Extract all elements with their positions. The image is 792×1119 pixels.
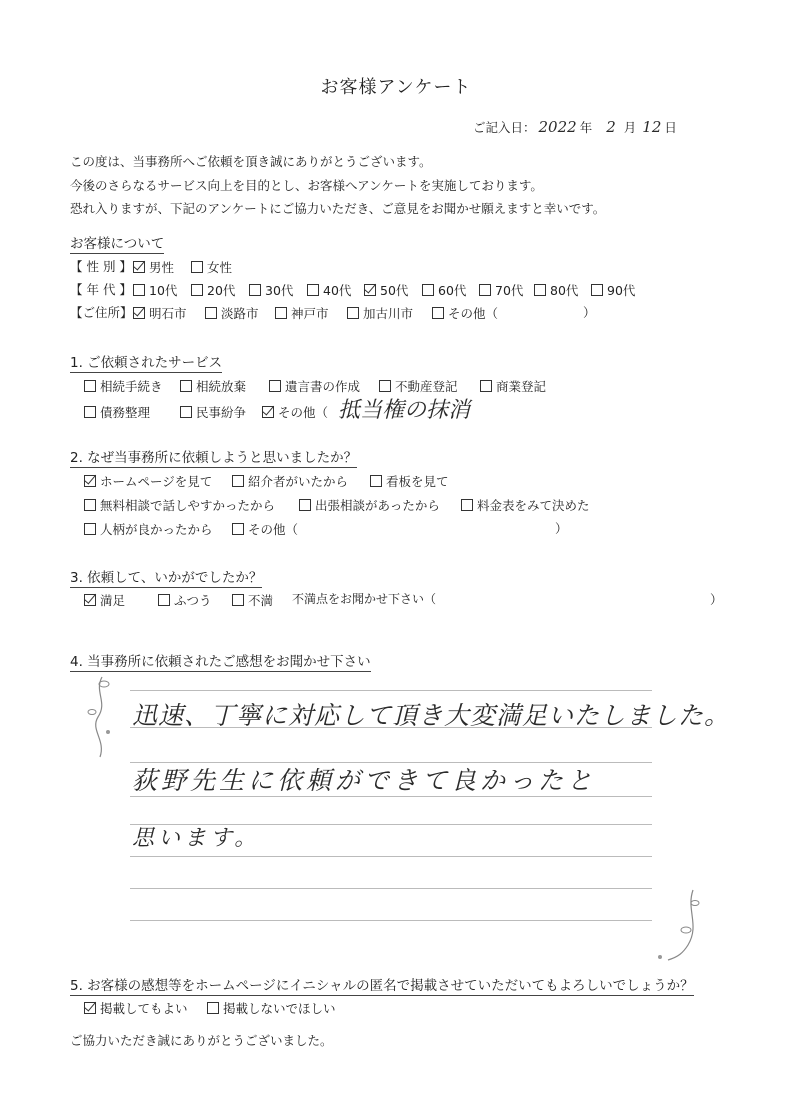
q1-civil-option[interactable]: 民事紛争 — [180, 403, 246, 421]
q3-heading: 3. 依頼して、いかがでしたか？ — [70, 570, 263, 586]
age-60s-option[interactable]: 60代 — [422, 281, 466, 299]
q1-will-option[interactable]: 遺言書の作成 — [269, 377, 360, 395]
address-kakogawa-option[interactable]: 加古川市 — [347, 304, 413, 322]
intro-line-2: 今後のさらなるサービス向上を目的とし、お客様へアンケートを実施しております。 — [70, 178, 543, 193]
q2-referral-option[interactable]: 紹介者がいたから — [232, 472, 348, 490]
age-80s-option[interactable]: 80代 — [534, 281, 578, 299]
gender-male-option[interactable]: 男性 — [133, 258, 174, 276]
answer-rule — [130, 888, 652, 889]
q2-heading: 2. なぜ当事務所に依頼しようと思いましたか？ — [70, 450, 358, 466]
floral-ornament-icon — [80, 672, 120, 762]
gender-female-option[interactable]: 女性 — [191, 258, 232, 276]
age-70s-option[interactable]: 70代 — [479, 281, 523, 299]
answer-rule — [130, 920, 652, 921]
address-akashi-option[interactable]: 明石市 — [133, 304, 187, 322]
q4-answer-line-1: 迅速、丁寧に対応して頂き大変満足いたしました。 — [132, 701, 731, 730]
q3-dissatisfaction-close: ） — [710, 592, 723, 607]
q1-renunciation-option[interactable]: 相続放棄 — [180, 377, 246, 395]
q5-heading: 5. お客様の感想等をホームページにイニシャルの匿名で掲載させていただいてもよろしいでしょうか？ — [70, 978, 694, 994]
address-label: 【ご住所】 — [70, 305, 133, 320]
date-month: 2 — [606, 118, 616, 136]
address-awaji-option[interactable]: 淡路市 — [205, 304, 259, 322]
age-label: 【 年 代 】 — [70, 282, 132, 297]
q2-visit-consult-option[interactable]: 出張相談があったから — [299, 496, 440, 514]
q2-other-option[interactable]: その他（ — [232, 520, 298, 538]
checkbox[interactable] — [191, 261, 203, 273]
q5-allow-option[interactable]: 掲載してもよい — [84, 999, 188, 1017]
q3-dissatisfied-option[interactable]: 不満 — [232, 591, 273, 609]
q1-other-answer: 抵当権の抹消 — [338, 398, 471, 423]
q2-other-close: ） — [555, 521, 568, 536]
answer-rule — [130, 690, 652, 691]
age-20s-option[interactable]: 20代 — [191, 281, 235, 299]
q2-personality-option[interactable]: 人柄が良かったから — [84, 520, 213, 538]
age-90s-option[interactable]: 90代 — [591, 281, 635, 299]
intro-line-3: 恐れ入りますが、下記のアンケートにご協力いただき、ご意見をお聞かせ願えますと幸いです。 — [70, 201, 606, 216]
date-month-unit: 月 — [623, 120, 637, 135]
address-other-close: ） — [583, 305, 596, 320]
q3-satisfied-option[interactable]: 満足 — [84, 591, 125, 609]
q2-homepage-option[interactable]: ホームページを見て — [84, 472, 212, 490]
about-heading: お客様について — [70, 236, 165, 252]
page-title: お客様アンケート — [320, 77, 472, 98]
q5-disallow-option[interactable]: 掲載しないでほしい — [207, 999, 336, 1017]
closing-message: ご協力いただき誠にありがとうございました。 — [70, 1033, 333, 1048]
date-day: 12 — [642, 118, 662, 136]
q3-dissatisfaction-label: 不満点をお聞かせ下さい（ — [292, 592, 437, 606]
age-50s-option[interactable]: 50代 — [364, 281, 408, 299]
q4-heading: 4. 当事務所に依頼されたご感想をお聞かせ下さい — [70, 654, 371, 670]
q4-answer-line-3: 思います。 — [132, 826, 261, 851]
q3-normal-option[interactable]: ふつう — [158, 591, 212, 609]
age-10s-option[interactable]: 10代 — [133, 281, 177, 299]
address-other-option[interactable]: その他（ — [432, 304, 498, 322]
q1-commercial-option[interactable]: 商業登記 — [480, 377, 546, 395]
date-field — [473, 118, 677, 136]
q1-inheritance-option[interactable]: 相続手続き — [84, 377, 163, 395]
q2-fee-table-option[interactable]: 料金表をみて決めた — [461, 496, 590, 514]
q2-signboard-option[interactable]: 看板を見て — [370, 472, 449, 490]
q2-free-consult-option[interactable]: 無料相談で話しやすかったから — [84, 496, 275, 514]
age-40s-option[interactable]: 40代 — [307, 281, 351, 299]
address-kobe-option[interactable]: 神戸市 — [275, 304, 329, 322]
intro-line-1: この度は、当事務所へご依頼を頂き誠にありがとうございます。 — [70, 154, 432, 169]
q1-debt-option[interactable]: 債務整理 — [84, 403, 150, 421]
floral-ornament-icon — [648, 885, 712, 965]
date-day-unit: 日 — [664, 120, 677, 135]
checkbox[interactable] — [133, 261, 145, 273]
q1-other-option[interactable]: その他（ — [262, 403, 328, 421]
gender-label: 【 性 別 】 — [70, 259, 132, 274]
date-label: ご記入日： — [473, 120, 536, 135]
date-year-unit: 年 — [579, 120, 593, 135]
date-year: 2022 — [538, 118, 577, 136]
q1-real-estate-option[interactable]: 不動産登記 — [379, 377, 458, 395]
q4-answer-line-2: 荻野先生に依頼ができて良かったと — [132, 766, 597, 795]
age-30s-option[interactable]: 30代 — [249, 281, 293, 299]
q1-heading: 1. ご依頼されたサービス — [70, 355, 223, 371]
answer-rule — [130, 856, 652, 857]
